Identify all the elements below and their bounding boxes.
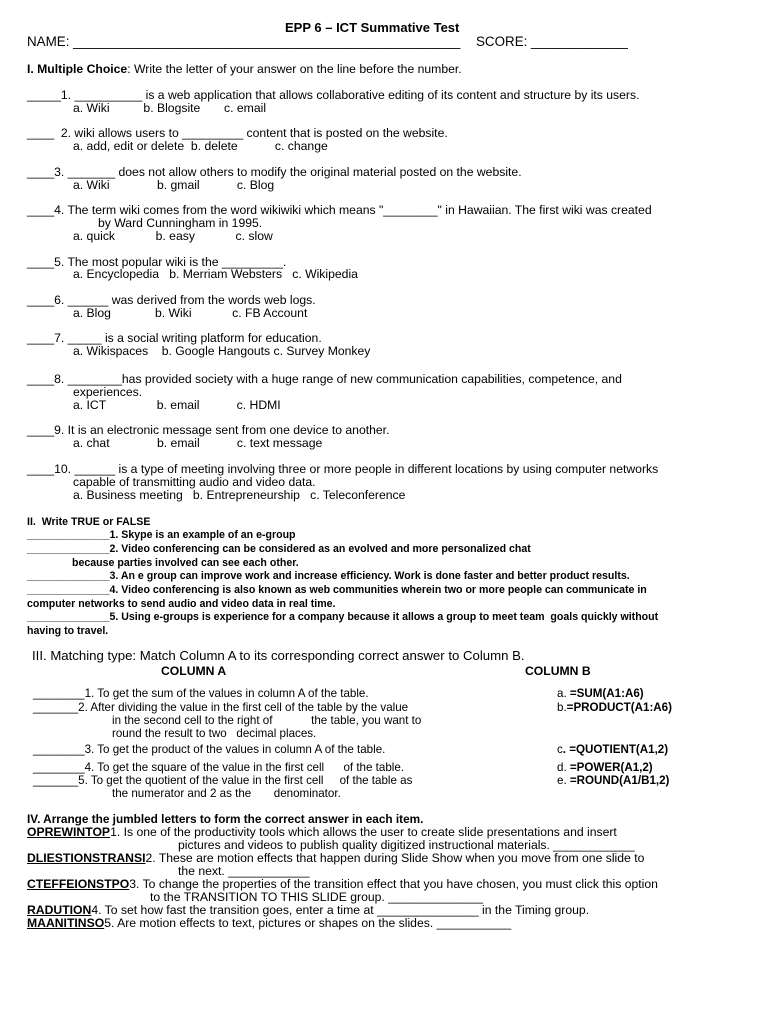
q7-options: a. Wikispaces b. Google Hangouts c. Survey Monkey [73,344,371,358]
jumble1-text: 1. Is one of the productivity tools which allows the user to create slide presentations and insert [110,825,617,839]
q7-text: ____7. _____ is a social writing platform for education. [27,331,322,345]
jumble1-line [27,825,617,839]
match3-text: ________3. To get the product of the values in column A of the table. [33,743,386,756]
part4-heading: IV. Arrange the jumbled letters to form the correct answer in each item. [27,812,424,826]
q3-options: a. Wiki b. gmail c. Blog [73,178,275,192]
jumble4-line [27,903,589,917]
part1-instruction: : Write the letter of your answer on the line before the number. [127,62,462,76]
tf3-text: ______________3. An e group can improve work and increase efficiency. Work is done faster and better product results. [27,570,630,582]
part1-heading-line [27,62,462,76]
q10-text: ____10. ______ is a type of meeting involving three or more people in different locations by using computer networks [27,462,659,476]
q9-options: a. chat b. email c. text message [73,436,323,450]
q6-options: a. Blog b. Wiki c. FB Account [73,306,308,320]
jumble5-text: 5. Are motion effects to text, pictures or shapes on the slides. ___________ [104,916,512,930]
match2-text-cont2: round the result to two decimal places. [112,727,317,740]
q9-text: ____9. It is an electronic message sent from one device to another. [27,423,390,437]
q3-text: ____3. _______ does not allow others to modify the original material posted on the website. [27,165,522,179]
tf4-text: ______________4. Video conferencing is also known as web communities wherein two or more people can communicate in [27,584,647,596]
tf5-text: ______________5. Using e-groups is experience for a company because it allows a group to meet team goals quickly without [27,611,659,623]
answer-d-formula: =POWER(A1,2) [569,761,653,774]
answer-b-formula: =PRODUCT(A1:A6) [566,701,672,714]
score-field: SCORE: _____________ [476,34,628,49]
jumble2-text: 2. These are motion effects that happen during Slide Show when you move from one slide to [145,851,645,865]
match4-text: ________4. To get the square of the value in the first cell of the table. [33,761,405,774]
answer-e [557,774,669,788]
part3-heading: III. Matching type: Match Column A to its corresponding correct answer to Column B. [32,648,525,663]
jumble2-line [27,851,644,865]
q4-text-cont: by Ward Cunningham in 1995. [98,216,263,230]
tf1-text: ______________1. Skype is an example of an e-group [27,529,296,541]
part1-heading: I. Multiple Choice [27,62,128,76]
jumble4-text: 4. To set how fast the transition goes, enter a time at _______________ in the Timing group. [91,903,590,917]
answer-a-letter: a. [557,687,570,700]
q2-options: a. add, edit or delete b. delete c. change [73,139,328,153]
q2-text: ____ 2. wiki allows users to _________ content that is posted on the website. [27,126,448,140]
jumble2-text-cont: the next. ____________ [178,864,310,878]
q1-text: _____1. __________ is a web application that allows collaborative editing of its content and structure by its users. [27,88,640,102]
page-title: EPP 6 – ICT Summative Test [285,20,460,35]
q8-text: ____8. ________has provided society with a huge range of new communication capabilities, competence, and [27,372,622,386]
answer-d [557,761,653,775]
match5-text: _______5. To get the quotient of the value in the first cell of the table as [33,774,413,787]
part2-heading: II. Write TRUE or FALSE [27,516,151,528]
answer-e-letter: e. [557,774,570,787]
jumble4-word: RADUTION [27,903,92,917]
q5-text: ____5. The most popular wiki is the _________. [27,255,287,269]
answer-a [557,687,644,701]
match2-text: _______2. After dividing the value in the first cell of the table by the value [33,701,409,714]
match1-text: ________1. To get the sum of the values in column A of the table. [33,687,369,700]
jumble3-text: 3. To change the properties of the transition effect that you have chosen, you must click this option [129,877,658,891]
jumble1-word: OPREWINTOP [27,825,111,839]
tf4-text-cont: computer networks to send audio and video data in real time. [27,598,336,610]
tf2-text-cont: because parties involved can see each other. [72,557,299,569]
q4-options: a. quick b. easy c. slow [73,229,273,243]
tf5-text-cont: having to travel. [27,625,109,637]
answer-e-formula: =ROUND(A1/B1,2) [569,774,670,787]
q10-options: a. Business meeting b. Entrepreneurship c. Teleconference [73,488,406,502]
jumble3-word: CTEFFEIONSTPO [27,877,130,891]
name-field: NAME: ____________________________________________________ [27,34,461,49]
answer-c-formula: . =QUOTIENT(A1,2) [562,743,669,756]
match5-text-cont: the numerator and 2 as the denominator. [112,787,341,800]
jumble3-line [27,877,658,891]
q1-options: a. Wiki b. Blogsite c. email [73,101,267,115]
q8-text-cont: experiences. [73,385,143,399]
answer-c [557,743,668,757]
answer-b-letter: b. [557,701,567,714]
answer-b [557,701,672,715]
q5-options: a. Encyclopedia b. Merriam Websters c. Wikipedia [73,267,358,281]
column-b-label: COLUMN B [525,664,591,678]
jumble5-line [27,916,511,930]
tf2-text: ______________2. Video conferencing can be considered as an evolved and more personalized chat [27,543,531,555]
jumble3-text-cont: to the TRANSITION TO THIS SLIDE group. ______________ [150,890,484,904]
q10-text-cont: capable of transmitting audio and video data. [73,475,316,489]
column-a-label: COLUMN A [161,664,227,678]
q8-options: a. ICT b. email c. HDMI [73,398,281,412]
jumble2-word: DLIESTIONSTRANSI [27,851,146,865]
match2-text-cont1: in the second cell to the right of the table, you want to [112,714,422,727]
answer-d-letter: d. [557,761,570,774]
answer-c-letter: c [557,743,563,756]
jumble1-text-cont: pictures and videos to publish quality digitized instructional materials. ____________ [178,838,635,852]
answer-a-formula: =SUM(A1:A6) [569,687,644,700]
q4-text: ____4. The term wiki comes from the word wikiwiki which means "________" in Hawaiian. The first wiki was created [27,203,652,217]
jumble5-word: MAANITINSO [27,916,105,930]
q6-text: ____6. ______ was derived from the words web logs. [27,293,316,307]
